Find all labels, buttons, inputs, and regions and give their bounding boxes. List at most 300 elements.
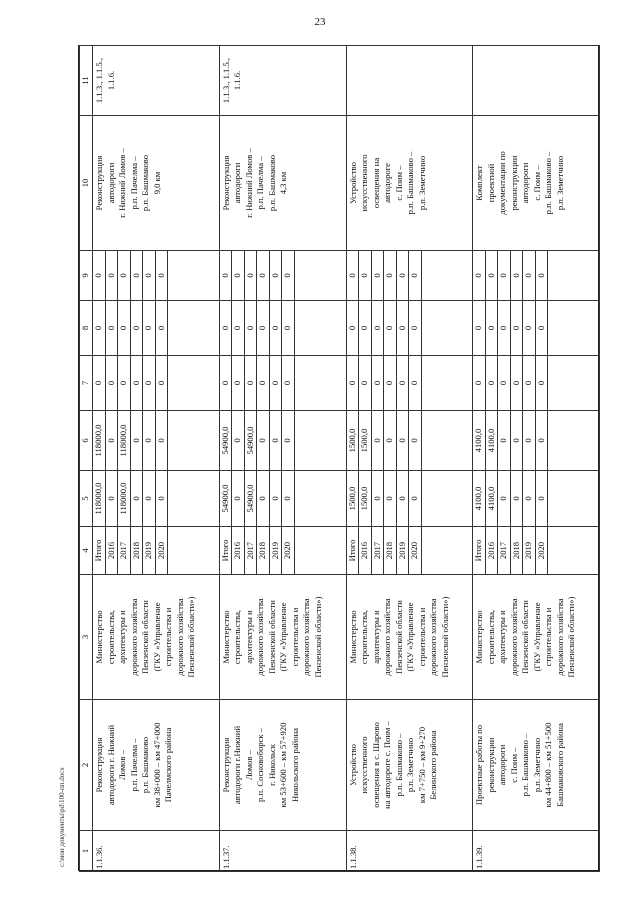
funding-years-value: 2020 [156, 527, 169, 574]
activity-name-line: Проектные работы по [474, 724, 485, 806]
activity-name-line: Белинского района [428, 730, 439, 800]
executor-line: Пензенской области [140, 600, 151, 674]
funding-local-value: 0 [397, 301, 410, 355]
funding-local-value: 0 [384, 301, 397, 355]
activity-name [473, 700, 600, 831]
funding-federal-value: 0 [282, 356, 295, 410]
funding-years [346, 527, 473, 575]
funding-local-value: 0 [270, 301, 283, 355]
indicator-links [473, 46, 600, 116]
column-header-7: 7 [80, 356, 93, 411]
funding-other-value: 0 [282, 251, 295, 300]
executor-line: строительства и [163, 607, 174, 667]
funding-years-value: 2017 [245, 527, 258, 574]
funding-local-value: 0 [282, 301, 295, 355]
table-row [93, 46, 220, 872]
column-header-2: 2 [80, 700, 93, 831]
funding-years [473, 527, 600, 575]
executor-line: Пензенской области») [439, 596, 450, 678]
executor-line: архитектуры и [117, 610, 128, 664]
funding-other-value: 0 [384, 251, 397, 300]
table-body [93, 46, 600, 872]
funding-regional-value: 1500,0 [359, 411, 372, 470]
executor-line: архитектуры и [370, 610, 381, 664]
funding-federal-value: 0 [257, 356, 270, 410]
funding-federal-value: 0 [409, 356, 422, 410]
activity-name-line: р.п. Башмаково – [520, 733, 531, 797]
funding-total-value: 0 [372, 471, 385, 526]
executor-line: строительства и [543, 607, 554, 667]
executor-line: (ГКУ «Управление [405, 602, 416, 672]
expected-result-line: освещения на [370, 157, 381, 209]
funding-local [346, 301, 473, 356]
funding-regional-value: 0 [232, 411, 245, 470]
funding-total-value: 54900,0 [245, 471, 258, 526]
activity-name-line: Ломов – [243, 750, 254, 780]
funding-regional-value: 118000,0 [118, 411, 131, 470]
funding-federal-value: 0 [511, 356, 524, 410]
funding-total-value: 0 [282, 471, 295, 526]
executor-line: архитектуры и [243, 610, 254, 664]
rotated-table-frame [78, 45, 599, 871]
expected-result-line: реконструкции [508, 155, 519, 211]
executor-line: Министерство [474, 610, 485, 664]
funding-total-value: 0 [409, 471, 422, 526]
funding-other-value: 0 [220, 251, 233, 300]
executor-line: дорожного хозяйства [554, 598, 565, 676]
funding-other-value: 0 [143, 251, 156, 300]
executor-line: Пензенской области») [312, 596, 323, 678]
funding-federal-value: 0 [359, 356, 372, 410]
funding-regional-value: 4100,0 [486, 411, 499, 470]
activity-name-line: р.п. Земетчино [405, 737, 416, 793]
indicator-links [346, 46, 473, 116]
expected-result [219, 116, 346, 251]
executor [93, 575, 220, 700]
funding-federal-value: 0 [232, 356, 245, 410]
expected-result-line: г. Нижний Ломов – [243, 148, 254, 218]
funding-local-value: 0 [118, 301, 131, 355]
table-row [346, 46, 473, 872]
executor-line: дорожного хозяйства [508, 598, 519, 676]
funding-total-value: 0 [498, 471, 511, 526]
executor-line: Пензенской области [266, 600, 277, 674]
funding-total-value: 118000,0 [93, 471, 106, 526]
funding-federal-value: 0 [118, 356, 131, 410]
funding-regional-value: 1500,0 [347, 411, 360, 470]
funding-federal-value: 0 [270, 356, 283, 410]
funding-regional-value: 0 [536, 411, 549, 470]
funding-federal-value: 0 [486, 356, 499, 410]
activity-name-line: р.п. Башмаково – [393, 733, 404, 797]
funding-federal-value: 0 [473, 356, 486, 410]
funding-local-value: 0 [511, 301, 524, 355]
expected-result-line: р.п. Пачелма – [255, 156, 266, 210]
funding-years-value: 2019 [397, 527, 410, 574]
funding-other-value: 0 [409, 251, 422, 300]
funding-total [473, 471, 600, 527]
executor-line: строительства, [359, 609, 370, 665]
funding-regional [346, 411, 473, 471]
activity-name-line: км 38+000 – км 47+000 [151, 722, 162, 808]
funding-total-value: 1500,0 [359, 471, 372, 526]
funding-total-value: 0 [143, 471, 156, 526]
funding-local-value: 0 [245, 301, 258, 355]
activity-name-line: г. Никольск [266, 744, 277, 786]
funding-local-value: 0 [473, 301, 486, 355]
funding-other-value: 0 [245, 251, 258, 300]
funding-other-value: 0 [106, 251, 119, 300]
funding-regional-value: 0 [282, 411, 295, 470]
activity-name-line: Башмаковского района [554, 723, 565, 807]
executor-line: Министерство [347, 610, 358, 664]
activity-name-line: реконструкции [485, 737, 496, 793]
executor-line: строительства, [105, 609, 116, 665]
funding-local-value: 0 [232, 301, 245, 355]
funding-total-value: 0 [106, 471, 119, 526]
funding-regional [93, 411, 220, 471]
activity-name-line: на автодороге с. Поим – [382, 721, 393, 809]
expected-result-line: автодороги [232, 162, 243, 204]
funding-federal-value: 0 [93, 356, 106, 410]
expected-result-line: Реконструкция [94, 155, 104, 211]
funding-other-value: 0 [397, 251, 410, 300]
funding-regional-value: 0 [498, 411, 511, 470]
file-path-footer [56, 45, 68, 871]
executor-line: Пензенской области [520, 600, 531, 674]
activity-name [346, 700, 473, 831]
funding-local-value: 0 [143, 301, 156, 355]
expected-result-line: проектной [485, 163, 496, 203]
funding-years-value: Итого [347, 527, 360, 574]
expected-result-line: Комплект [474, 165, 485, 201]
row-number: 1.1.37. [219, 831, 346, 872]
activity-name-line: автодороги г.Нижний [232, 725, 243, 805]
activity-name-line: с. Поим – [508, 747, 519, 783]
funding-other-value: 0 [257, 251, 270, 300]
executor-line: дорожного хозяйства [428, 598, 439, 676]
funding-local [219, 301, 346, 356]
funding-other-value: 0 [372, 251, 385, 300]
funding-federal [93, 356, 220, 411]
executor-line: архитектуры и [497, 610, 508, 664]
funding-total-value: 0 [523, 471, 536, 526]
funding-total [346, 471, 473, 527]
funding-regional-value: 0 [409, 411, 422, 470]
expected-result-line: автодороги [105, 162, 116, 204]
funding-other-value: 0 [232, 251, 245, 300]
activity-name-line: Никольского района [289, 728, 300, 802]
funding-years-value: 2017 [118, 527, 131, 574]
row-number: 1.1.36. [93, 831, 220, 872]
page-number: 23 [314, 16, 326, 28]
funding-other-value: 0 [156, 251, 169, 300]
funding-total-value: 0 [257, 471, 270, 526]
funding-local-value: 0 [347, 301, 360, 355]
funding-total-value: 0 [232, 471, 245, 526]
funding-regional-value: 0 [106, 411, 119, 470]
expected-result-line: с. Поим – [393, 165, 404, 201]
funding-other-value: 0 [473, 251, 486, 300]
expected-result-line: р.п. Башмаково – [405, 151, 416, 215]
funding-federal [346, 356, 473, 411]
activity-name [93, 700, 220, 831]
funding-federal-value: 0 [245, 356, 258, 410]
funding-years-value: 2018 [257, 527, 270, 574]
expected-result-line: р.п. Земетчино [554, 155, 565, 211]
funding-years-value: 2020 [536, 527, 549, 574]
expected-result [473, 116, 600, 251]
funding-local-value: 0 [359, 301, 372, 355]
funding-regional-value: 0 [397, 411, 410, 470]
executor [473, 575, 600, 700]
funding-local-value: 0 [498, 301, 511, 355]
executor-line: дорожного хозяйства [128, 598, 139, 676]
indicator-links: 1.1.3., 1.1.5., 1.1.6. [93, 46, 220, 116]
column-header-6: 6 [80, 411, 93, 471]
funding-local-value: 0 [409, 301, 422, 355]
funding-federal-value: 0 [372, 356, 385, 410]
funding-years-value: 2018 [511, 527, 524, 574]
funding-other-value: 0 [131, 251, 144, 300]
funding-years-value: 2019 [143, 527, 156, 574]
funding-years-value: 2019 [523, 527, 536, 574]
funding-years-value: Итого [220, 527, 233, 574]
funding-regional-value: 0 [372, 411, 385, 470]
funding-other [473, 251, 600, 301]
column-header-8: 8 [80, 301, 93, 356]
activity-name-line: Устройство [347, 744, 358, 786]
activity-name-line: Пачелмского района [163, 727, 174, 803]
funding-regional-value: 4100,0 [473, 411, 486, 470]
funding-total-value: 1500,0 [347, 471, 360, 526]
funding-local [93, 301, 220, 356]
executor-line: строительства, [232, 609, 243, 665]
funding-regional-value: 0 [143, 411, 156, 470]
indicator-links: 1.1.3., 1.1.5., 1.1.6. [219, 46, 346, 116]
expected-result-line: р.п. Башмаково [140, 154, 151, 212]
funding-local-value: 0 [536, 301, 549, 355]
funding-years-value: 2017 [372, 527, 385, 574]
column-header-3: 3 [80, 575, 93, 700]
funding-other [93, 251, 220, 301]
activity-name-line: Реконструкция [220, 737, 231, 793]
funding-federal-value: 0 [498, 356, 511, 410]
funding-local-value: 0 [156, 301, 169, 355]
funding-years-value: 2019 [270, 527, 283, 574]
expected-result [93, 116, 220, 251]
funding-years-value: 2020 [409, 527, 422, 574]
expected-result-line: автодороги [520, 162, 531, 204]
funding-total-value: 0 [384, 471, 397, 526]
funding-federal [473, 356, 600, 411]
activity-name-line: км 44+800 – км 51+500 [543, 722, 554, 808]
expected-result-line: 4,3 км [278, 171, 289, 195]
funding-other-value: 0 [93, 251, 106, 300]
funding-regional [219, 411, 346, 471]
executor-line: Министерство [94, 610, 104, 664]
funding-years-value: Итого [473, 527, 486, 574]
funding-federal-value: 0 [106, 356, 119, 410]
funding-regional-value: 0 [131, 411, 144, 470]
funding-federal-value: 0 [397, 356, 410, 410]
funding-other-value: 0 [536, 251, 549, 300]
expected-result-line: документации по [497, 151, 508, 215]
funding-local-value: 0 [106, 301, 119, 355]
funding-federal-value: 0 [536, 356, 549, 410]
funding-total-value: 0 [156, 471, 169, 526]
funding-years-value: 2016 [232, 527, 245, 574]
executor-line: (ГКУ «Управление [278, 602, 289, 672]
executor-line: строительства и [416, 607, 427, 667]
activity-name-line: искусственного [359, 736, 370, 794]
expected-result-line: автодороге [382, 163, 393, 203]
expected-result-line: р.п. Башмаково – [543, 151, 554, 215]
executor-line: строительства и [289, 607, 300, 667]
activity-name [219, 700, 346, 831]
funding-total-value: 4100,0 [486, 471, 499, 526]
funding-total-value: 4100,0 [473, 471, 486, 526]
expected-result-line: р.п. Земетчино [416, 155, 427, 211]
expected-result [346, 116, 473, 251]
funding-regional [473, 411, 600, 471]
funding-years-value: 2016 [106, 527, 119, 574]
expected-result-line: Реконструкция [220, 155, 231, 211]
activity-name-line: автодороги [497, 744, 508, 786]
expected-result-line: с. Поим – [531, 165, 542, 201]
funding-regional-value: 0 [384, 411, 397, 470]
funding-years-value: 2016 [359, 527, 372, 574]
table-row [219, 46, 346, 872]
funding-total-value: 0 [536, 471, 549, 526]
funding-other [219, 251, 346, 301]
funding-years-value: 2020 [282, 527, 295, 574]
funding-years-value: Итого [93, 527, 106, 574]
funding-total-value: 118000,0 [118, 471, 131, 526]
funding-local-value: 0 [372, 301, 385, 355]
executor-line: (ГКУ «Управление [531, 602, 542, 672]
program-activities-table [79, 45, 600, 872]
activity-name-line: р.п. Пачелма – [128, 738, 139, 792]
executor [219, 575, 346, 700]
funding-federal-value: 0 [384, 356, 397, 410]
activity-name-line: р.п. Земетчино [531, 737, 542, 793]
file-path-text: c:\мои документы\pd\100-пп.docx [58, 767, 66, 867]
funding-years [219, 527, 346, 575]
funding-local [473, 301, 600, 356]
funding-other-value: 0 [498, 251, 511, 300]
executor-line: Пензенской области [393, 600, 404, 674]
funding-years-value: 2016 [486, 527, 499, 574]
executor-line: (ГКУ «Управление [151, 602, 162, 672]
row-number: 1.1.38. [346, 831, 473, 872]
executor-line: дорожного хозяйства [301, 598, 312, 676]
activity-name-line: Ломов – [117, 750, 128, 780]
executor-line: строительства, [485, 609, 496, 665]
funding-regional-value: 0 [270, 411, 283, 470]
funding-total [93, 471, 220, 527]
funding-years-value: 2017 [498, 527, 511, 574]
funding-federal-value: 0 [220, 356, 233, 410]
funding-other-value: 0 [511, 251, 524, 300]
funding-regional-value: 118000,0 [93, 411, 106, 470]
funding-years-value: 2018 [131, 527, 144, 574]
funding-local-value: 0 [220, 301, 233, 355]
funding-total-value: 0 [131, 471, 144, 526]
funding-regional-value: 54900,0 [245, 411, 258, 470]
funding-federal-value: 0 [156, 356, 169, 410]
executor [346, 575, 473, 700]
funding-federal-value: 0 [131, 356, 144, 410]
funding-local-value: 0 [486, 301, 499, 355]
executor-line: дорожного хозяйства [174, 598, 185, 676]
funding-federal-value: 0 [143, 356, 156, 410]
column-number-row [80, 46, 93, 872]
expected-result-line: 9,0 км [151, 171, 162, 195]
funding-federal-value: 0 [523, 356, 536, 410]
column-header-4: 4 [80, 527, 93, 575]
column-header-1: 1 [80, 831, 93, 872]
executor-line: Пензенской области») [186, 596, 197, 678]
activity-name-line: освещения в с. Шарово [370, 722, 381, 808]
funding-total-value: 0 [397, 471, 410, 526]
activity-name-line: р.п. Башмаково [140, 736, 151, 794]
column-header-10: 10 [80, 116, 93, 251]
row-number: 1.1.39. [473, 831, 600, 872]
funding-local-value: 0 [523, 301, 536, 355]
table-row [473, 46, 600, 872]
funding-local-value: 0 [131, 301, 144, 355]
funding-other-value: 0 [523, 251, 536, 300]
column-header-11: 11 [80, 46, 93, 116]
executor-line: Пензенской области») [566, 596, 577, 678]
funding-total-value: 0 [270, 471, 283, 526]
activity-name-line: р.п. Сосновоборск – [255, 728, 266, 802]
expected-result-line: р.п. Башмаково [266, 154, 277, 212]
funding-years [93, 527, 220, 575]
executor-line: дорожного хозяйства [382, 598, 393, 676]
funding-other-value: 0 [486, 251, 499, 300]
expected-result-line: Устройство [347, 162, 358, 204]
funding-regional-value: 54900,0 [220, 411, 233, 470]
column-header-9: 9 [80, 251, 93, 301]
executor-line: дорожного хозяйства [255, 598, 266, 676]
expected-result-line: р.п. Пачелма – [128, 156, 139, 210]
funding-federal [219, 356, 346, 411]
activity-name-line: км 7+750 – км 9+270 [416, 726, 427, 804]
column-header-5: 5 [80, 471, 93, 527]
activity-name-line: км 53+600 – км 57+920 [278, 722, 289, 808]
funding-local-value: 0 [93, 301, 106, 355]
funding-regional-value: 0 [511, 411, 524, 470]
activity-name-line: автодороги г. Нижний [105, 724, 116, 806]
funding-total-value: 54900,0 [220, 471, 233, 526]
funding-other-value: 0 [270, 251, 283, 300]
executor-line: Министерство [220, 610, 231, 664]
funding-other-value: 0 [118, 251, 131, 300]
funding-local-value: 0 [257, 301, 270, 355]
funding-total-value: 0 [511, 471, 524, 526]
funding-other-value: 0 [359, 251, 372, 300]
funding-total [219, 471, 346, 527]
expected-result-line: искусственного [359, 154, 370, 212]
funding-years-value: 2018 [384, 527, 397, 574]
funding-regional-value: 0 [257, 411, 270, 470]
activity-name-line: Реконструкция [94, 737, 104, 793]
funding-regional-value: 0 [156, 411, 169, 470]
funding-other-value: 0 [347, 251, 360, 300]
expected-result-line: г. Нижний Ломов – [117, 148, 128, 218]
